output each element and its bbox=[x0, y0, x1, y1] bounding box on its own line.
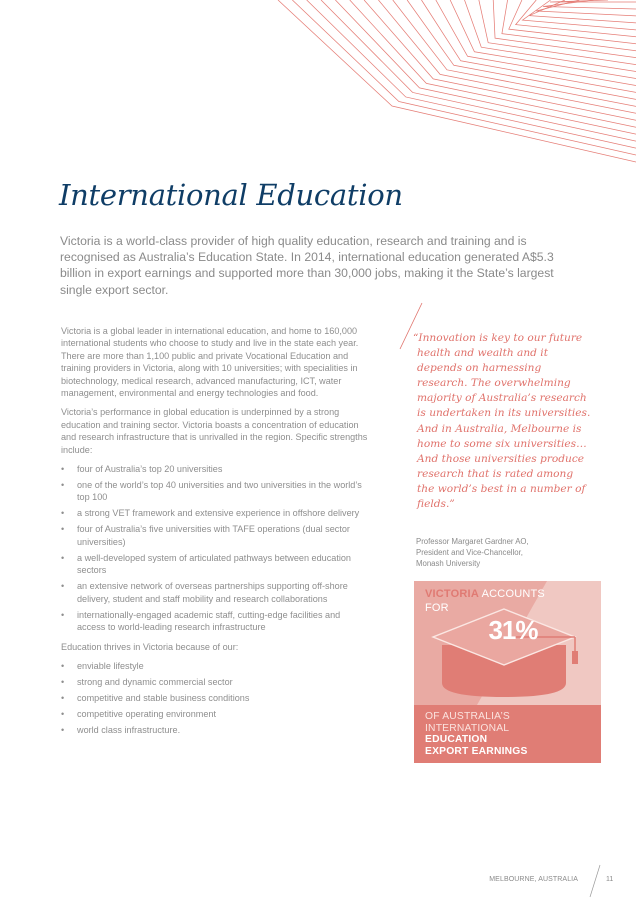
stat-value: 31% bbox=[488, 615, 538, 645]
bullet-icon: • bbox=[61, 676, 65, 687]
list-item-text: enviable lifestyle bbox=[77, 660, 144, 671]
pattern-line bbox=[378, 0, 636, 113]
intro-paragraph: Victoria is a world-class provider of high quality education, research and training and is recognised as Australia’s Education State. In 2014, international education generated A$5.3 billion in export earnings and supported more than 30,000 jobs, making it the State’s largest single export sector. bbox=[60, 234, 554, 297]
bullet-icon: • bbox=[61, 524, 65, 535]
list-item bbox=[61, 463, 371, 475]
left-column bbox=[61, 325, 371, 743]
paragraph-thrives: Education thrives in Victoria because of our: bbox=[61, 641, 239, 652]
pattern-line bbox=[421, 0, 636, 92]
stat-caption-line4: EXPORT EARNINGS bbox=[425, 745, 528, 757]
list-item-text: internationally-engaged academic staff, cutting-edge facilities and access to world-leading research infrastructure bbox=[77, 609, 341, 633]
list-item-text: world class infrastructure. bbox=[77, 724, 181, 735]
page-number: 11 bbox=[606, 876, 614, 883]
page-title: International Education bbox=[59, 178, 403, 212]
list-item bbox=[61, 580, 371, 605]
attribution-organisation: Monash University bbox=[416, 559, 481, 568]
list-item bbox=[61, 676, 371, 688]
pattern-line bbox=[350, 0, 636, 127]
stat-heading bbox=[425, 588, 595, 615]
reasons-list bbox=[61, 660, 371, 736]
pattern-line bbox=[307, 0, 636, 148]
list-item bbox=[61, 479, 371, 504]
bullet-icon: • bbox=[61, 508, 65, 519]
list-item-text: strong and dynamic commercial sector bbox=[77, 676, 233, 687]
bullet-icon: • bbox=[61, 464, 65, 475]
list-item-text: four of Australia’s top 20 universities bbox=[77, 464, 223, 475]
attribution-name: Professor Margaret Gardner AO, bbox=[416, 537, 529, 546]
stat-heading-strong: VICTORIA bbox=[425, 588, 479, 600]
stat-caption-line2: INTERNATIONAL bbox=[425, 722, 510, 734]
list-item-text: competitive operating environment bbox=[77, 708, 217, 719]
strengths-list bbox=[61, 463, 371, 633]
list-item-text: an extensive network of overseas partnerships supporting off-shore delivery, student and staff mobility and research collaborations bbox=[77, 581, 348, 604]
list-item bbox=[61, 660, 371, 672]
pull-quote: “Innovation is key to our future health and wealth and it depends on harnessing research. The overwhelming majority of Australia’s research is undertaken in its universities. And in Australia, Melbourne is home to some six universities… And those universities produce research that is rated among the world’s best in a number of fields.” bbox=[413, 332, 591, 511]
attribution-title: President and Vice-Chancellor, bbox=[416, 548, 523, 557]
bullet-icon: • bbox=[61, 552, 65, 563]
bullet-icon: • bbox=[61, 660, 65, 671]
bullet-icon: • bbox=[61, 724, 65, 735]
decorative-line-pattern bbox=[0, 0, 636, 170]
stat-caption-band bbox=[414, 705, 601, 763]
bullet-icon: • bbox=[61, 480, 65, 491]
bullet-icon: • bbox=[61, 609, 65, 620]
quote-attribution bbox=[416, 536, 586, 569]
page-footer bbox=[470, 876, 630, 900]
list-item bbox=[61, 552, 371, 577]
bullet-icon: • bbox=[61, 581, 65, 592]
list-item bbox=[61, 523, 371, 548]
footer-location: MELBOURNE, AUSTRALIA bbox=[489, 876, 578, 883]
list-item-text: competitive and stable business conditions bbox=[77, 692, 250, 703]
stat-caption-line1: OF AUSTRALIA’S bbox=[425, 711, 511, 722]
stat-caption-line3: EDUCATION bbox=[425, 734, 488, 746]
list-item-text: a well-developed system of articulated pathways between education sectors bbox=[77, 552, 351, 576]
list-item bbox=[61, 692, 371, 704]
list-item-text: a strong VET framework and extensive experience in offshore delivery bbox=[77, 508, 360, 519]
stat-heading-line2: FOR bbox=[425, 601, 449, 614]
list-item bbox=[61, 507, 371, 519]
paragraph-overview: Victoria is a global leader in international education, and home to 160,000 international students who choose to study and live in the state each year. There are more than 1,100 public and private Vocational Education and training providers in Victoria, along with 10 universities; with specialities in biotechnology, medical research, advanced manufacturing, ICT, water management, environmental and energy technologies and food. bbox=[61, 326, 359, 399]
list-item-text: four of Australia’s five universities with TAFE operations (dual sector universities) bbox=[77, 524, 350, 547]
list-item bbox=[61, 724, 371, 736]
list-item bbox=[61, 708, 371, 720]
pattern-line bbox=[543, 0, 636, 9]
statistic-infographic bbox=[414, 581, 601, 763]
list-item-text: one of the world’s top 40 universities and two universities in the world’s top 100 bbox=[77, 480, 362, 503]
list-item bbox=[61, 609, 371, 634]
paragraph-performance: Victoria’s performance in global education is underpinned by a strong education and training sector. Victoria boasts a concentration of education and research infrastructure that is unrivalled in the region. Specific strengths include: bbox=[61, 407, 368, 455]
bullet-icon: • bbox=[61, 692, 65, 703]
stat-caption bbox=[425, 711, 528, 757]
bullet-icon: • bbox=[61, 708, 65, 719]
footer-slash-divider bbox=[588, 864, 602, 898]
stat-heading-rest: ACCOUNTS bbox=[478, 588, 545, 600]
